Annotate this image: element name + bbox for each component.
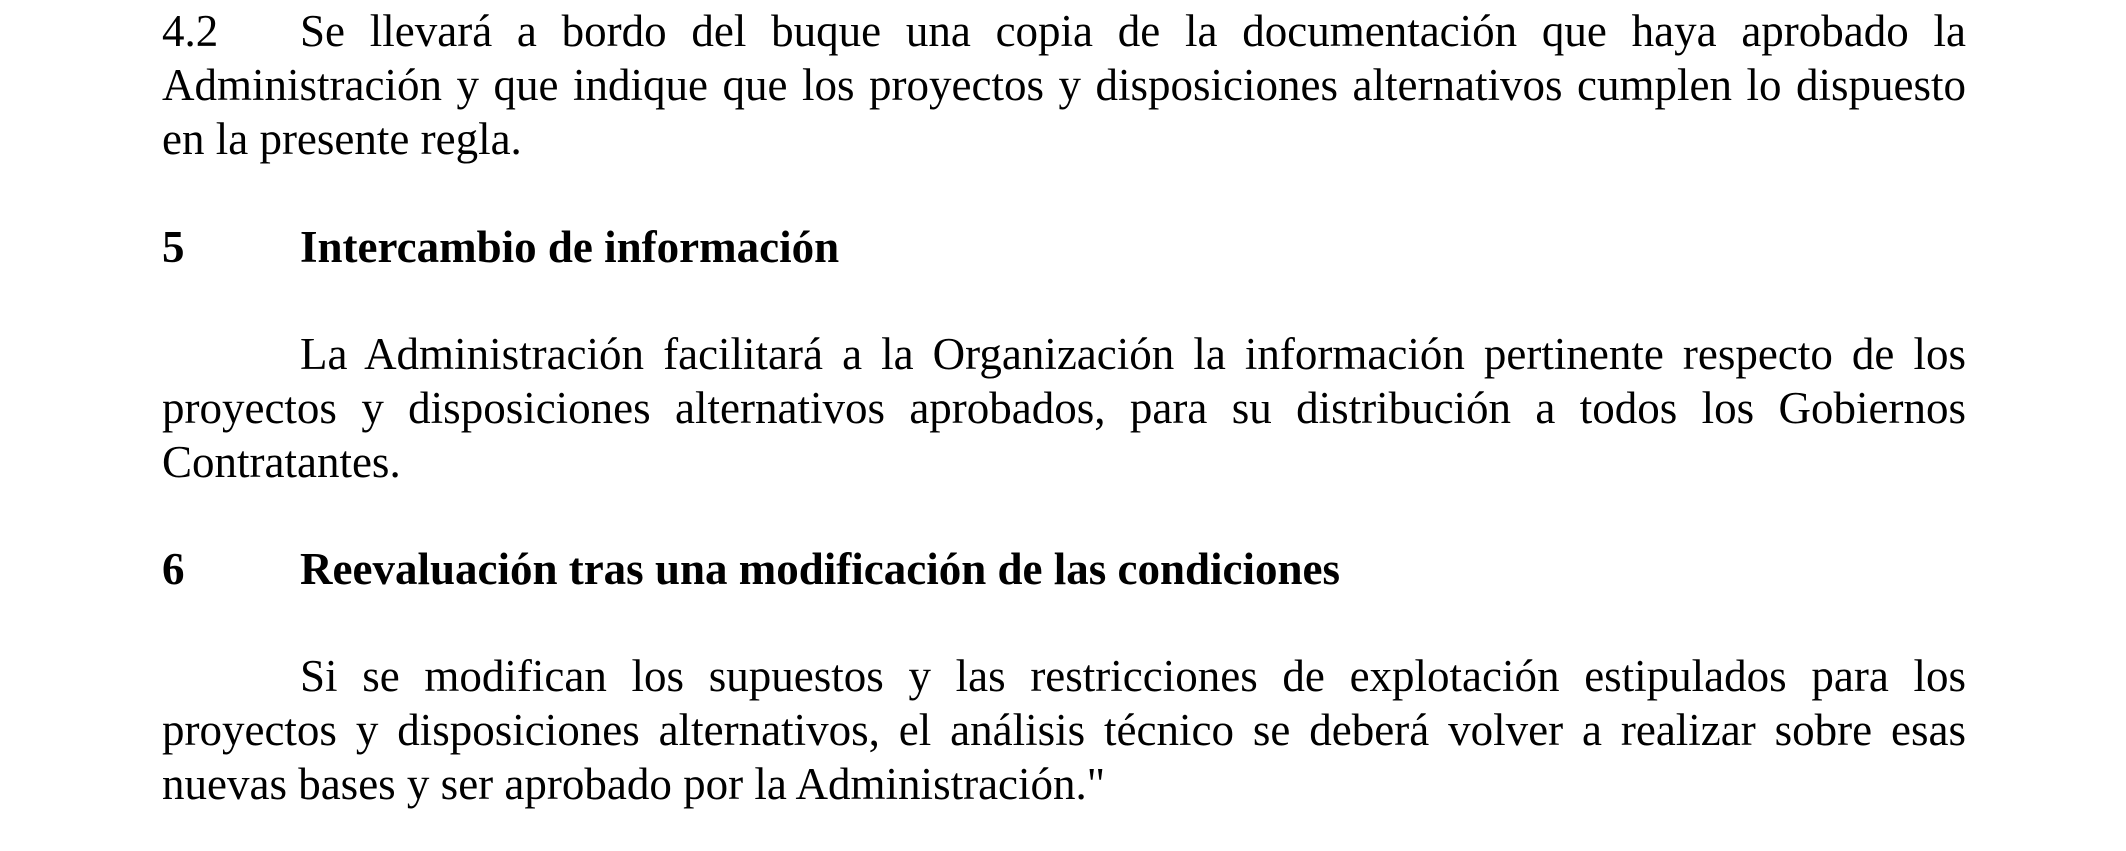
paragraph-text: Se llevará a bordo del buque una copia de la documentación que haya aprobado la Administración y que indique que los proyectos y disposiciones alternativos cumplen lo dispuesto en la presente regla. [162, 6, 1966, 164]
paragraph-text: La Administración facilitará a la Organización la información pertinente respecto de los proyectos y disposiciones alternativos aprobados, para su distribución a todos los Gobiernos Contratantes. [162, 329, 1966, 487]
section-number: 6 [162, 544, 185, 594]
paragraph-4-2 [162, 4, 1966, 166]
section-heading-6 [162, 542, 1340, 596]
paragraph-section-5 [162, 327, 1966, 489]
paragraph-section-6 [162, 649, 1966, 811]
paragraph-text: Si se modifican los supuestos y las restricciones de explotación estipulados para los proyectos y disposiciones alternativos, el análisis técnico se deberá volver a realizar sobre esas nuevas bases y ser aprobado por la Administración." [162, 651, 1966, 809]
section-title: Intercambio de información [300, 222, 840, 272]
paragraph-number: 4.2 [162, 6, 219, 56]
section-title: Reevaluación tras una modificación de las condiciones [300, 544, 1341, 594]
section-heading-5 [162, 220, 839, 274]
section-number: 5 [162, 222, 185, 272]
